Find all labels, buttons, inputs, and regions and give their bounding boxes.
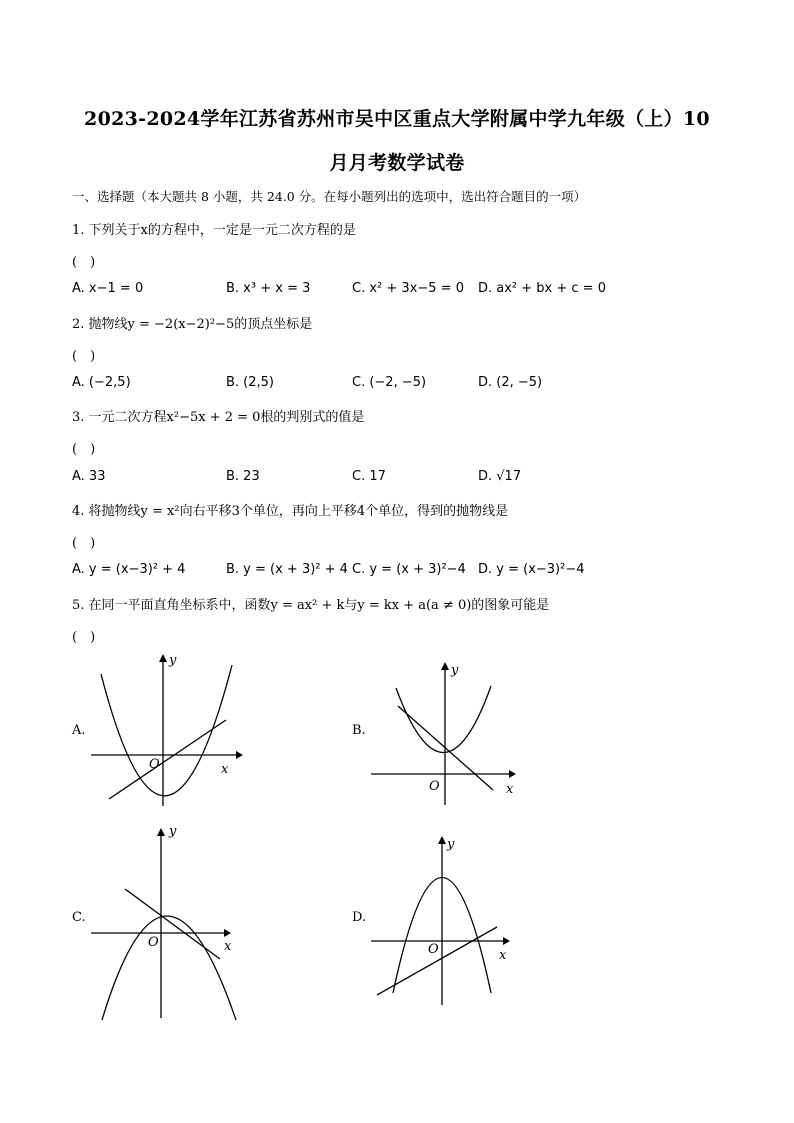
q4-option-a[interactable]: A. y = (x−3)² + 4	[72, 562, 186, 577]
q2-option-d[interactable]: D. (2, −5)	[478, 375, 543, 390]
section-header: 一、选择题（本大题共 8 小题，共 24.0 分。在每小题列出的选项中，选出符合题目的一项）	[72, 189, 587, 204]
q3-option-b[interactable]: B. 23	[226, 469, 260, 484]
parabola-curve	[102, 916, 236, 1020]
page-title-line1: 2023-2024学年江苏省苏州市吴中区重点大学附属中学九年级（上）10	[84, 108, 710, 130]
q4-option-b[interactable]: B. y = (x + 3)² + 4	[226, 562, 348, 577]
x-axis-label: x	[499, 948, 507, 963]
parabola-curve	[101, 665, 232, 796]
x-axis-arrow	[503, 937, 510, 945]
q2-option-b[interactable]: B. (2,5)	[226, 375, 275, 390]
q2-stem: 2. 抛物线y = −2(x−2)²−5的顶点坐标是	[72, 317, 313, 332]
q1-stem: 1. 下列关于x的方程中，一定是一元二次方程的是	[72, 223, 356, 238]
q1-option-c[interactable]: C. x² + 3x−5 = 0	[352, 281, 464, 296]
q3-answer-paren: ( )	[72, 442, 96, 457]
q4-option-c[interactable]: C. y = (x + 3)²−4	[352, 562, 466, 577]
y-axis-arrow	[159, 654, 167, 662]
q5-option-a-label[interactable]: A.	[72, 723, 86, 738]
q5-answer-paren: ( )	[72, 630, 96, 645]
y-axis-label: y	[447, 837, 455, 852]
q1-option-b[interactable]: B. x³ + x = 3	[226, 281, 311, 296]
y-axis-arrow	[157, 828, 165, 836]
q2-option-c[interactable]: C. (−2, −5)	[352, 375, 427, 390]
line-graph	[377, 927, 497, 995]
q2-option-a[interactable]: A. (−2,5)	[72, 375, 131, 390]
y-axis-label: y	[169, 824, 177, 839]
q2-answer-paren: ( )	[72, 349, 96, 364]
line-graph	[125, 889, 220, 959]
q5-graph-b[interactable]	[366, 658, 526, 808]
q1-answer-paren: ( )	[72, 255, 96, 270]
q4-stem: 4. 将抛物线y = x²向右平移3个单位，再向上平移4个单位，得到的抛物线是	[72, 504, 509, 519]
q3-option-c[interactable]: C. 17	[352, 469, 386, 484]
x-axis-arrow	[224, 929, 231, 937]
page-title-line2: 月月考数学试卷	[329, 152, 465, 174]
parabola-curve	[396, 686, 491, 753]
q3-option-a[interactable]: A. 33	[72, 469, 106, 484]
x-axis-arrow	[509, 770, 516, 778]
q3-option-d[interactable]: D. √17	[478, 469, 522, 484]
y-axis-arrow	[441, 662, 449, 670]
q5-graph-a[interactable]	[86, 648, 246, 808]
y-axis-arrow	[438, 836, 446, 844]
x-axis-arrow	[236, 751, 243, 759]
x-axis-label: x	[224, 939, 232, 954]
y-axis-label: y	[169, 653, 177, 668]
q4-option-d[interactable]: D. y = (x−3)²−4	[478, 562, 585, 577]
q1-option-d[interactable]: D. ax² + bx + c = 0	[478, 281, 606, 296]
q5-option-b-label[interactable]: B.	[352, 723, 366, 738]
q4-answer-paren: ( )	[72, 536, 96, 551]
origin-label: O	[148, 935, 159, 950]
q3-stem: 3. 一元二次方程x²−5x + 2 = 0根的判别式的值是	[72, 410, 365, 425]
origin-label: O	[149, 757, 160, 772]
q5-graph-c[interactable]	[86, 822, 246, 1022]
q5-option-d-label[interactable]: D.	[352, 910, 367, 925]
q5-stem: 5. 在同一平面直角坐标系中，函数y = ax² + k与y = kx + a(a ≠ 0)的图象可能是	[72, 598, 550, 613]
y-axis-label: y	[451, 663, 459, 678]
x-axis-label: x	[221, 762, 229, 777]
q5-option-c-label[interactable]: C.	[72, 910, 86, 925]
origin-label: O	[428, 942, 439, 957]
q5-graph-d[interactable]	[366, 833, 526, 1013]
line-graph	[109, 720, 226, 799]
x-axis-label: x	[506, 782, 514, 797]
origin-label: O	[429, 779, 440, 794]
q1-option-a[interactable]: A. x−1 = 0	[72, 281, 144, 296]
